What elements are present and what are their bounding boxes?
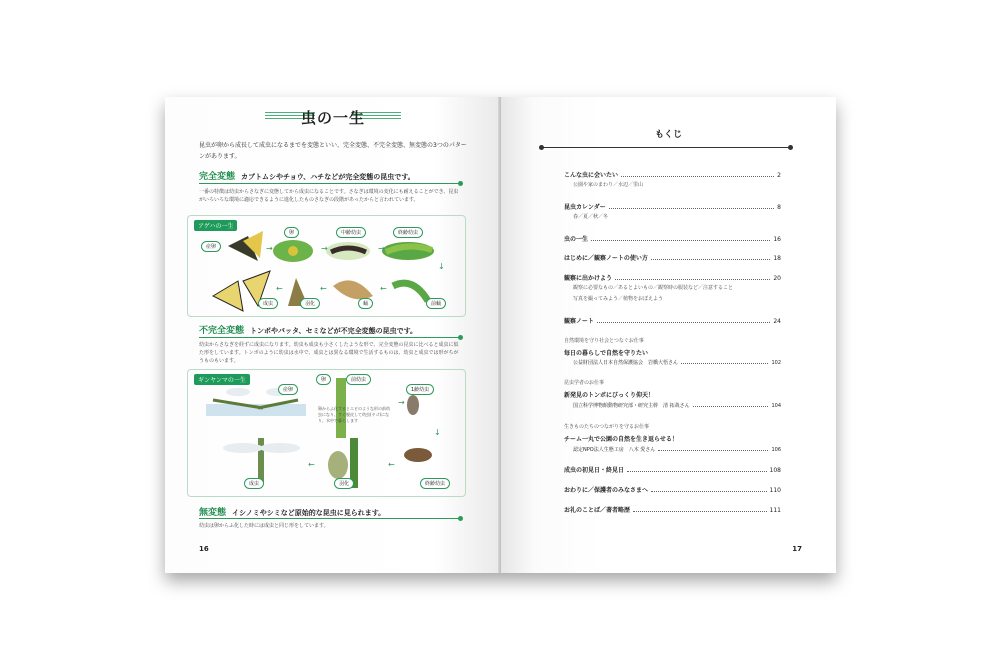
toc-kicker: 自然環境を守り社会とつなぐお仕事: [564, 338, 644, 344]
stage-label: 前蛹: [426, 298, 446, 309]
stage-label: 成虫: [244, 478, 264, 489]
toc-entry[interactable]: 成虫の初見日・終見日 108: [564, 467, 781, 474]
toc-divider: [541, 147, 791, 148]
intro-text: 昆虫が卵から成長して成虫になるまでを変態といい、完全変態、不完全変態、無変態の3つのパターンがあります。: [199, 142, 467, 160]
none-section-heading: [199, 505, 385, 518]
adult-dragonfly: [223, 438, 300, 483]
none-body: 幼虫は卵からふ化した時には成虫と同じ形をしています。: [199, 523, 329, 529]
page-number-left: 16: [199, 545, 209, 553]
stage-label: 成虫: [258, 298, 278, 309]
toc-subentry: 観察に必要なもの／あるとよいもの／観察時の服装など／注意すること: [573, 285, 734, 291]
arrow-left-icon: ←: [276, 284, 283, 293]
prelarva-note: 卵からふ化するとエビのような形の前幼虫になり、すぐ脱皮して幼虫(ヤゴ)になり、水中で暮らします: [318, 406, 390, 423]
toc-kicker: 生きものたちのつながりを守るお仕事: [564, 424, 650, 430]
toc-entry[interactable]: お礼のことば／著者略歴 111: [564, 507, 781, 514]
toc-entry[interactable]: こんな虫に会いたい 2: [564, 172, 781, 179]
stage-label: 前幼虫: [346, 374, 371, 385]
stage-label: 卵: [316, 374, 331, 385]
arrow-left-icon: ←: [320, 284, 327, 293]
none-heading-text: イシノミやシミなど原始的な昆虫に見られます。: [232, 509, 386, 517]
arrow-left-icon: ←: [380, 284, 387, 293]
toc-entry[interactable]: おわりに／保護者のみなさまへ 110: [564, 487, 781, 494]
toc-entry[interactable]: 虫の一生 16: [564, 236, 781, 243]
pupa: [333, 280, 373, 299]
arrow-right-icon: →: [378, 244, 385, 253]
toc-entry-author: 国立科学博物館動物研究部・研究主幹 清 拓哉さん 104: [573, 403, 781, 409]
complete-tag: 完全変態: [199, 172, 236, 182]
incomplete-tag: 不完全変態: [199, 326, 245, 336]
section-divider: [199, 518, 461, 519]
toc-entry-author: 認定NPO法人生態工房 八木 愛さん 106: [573, 447, 781, 453]
incomplete-body: 幼虫からさなぎを経ずに成虫になります。幼虫も成虫も小さくしたような形で、完全変態の昆虫に比べると成虫に似た形をしています。トンボのように幼虫は水中で、成虫とは異なる環境で生活するものは、幼虫と成虫では形がちがうものもいます。: [199, 342, 459, 364]
page-number-right: 17: [792, 545, 802, 553]
final-instar-larva: [404, 448, 432, 462]
arrow-left-icon: ←: [388, 460, 395, 469]
final-larva: [382, 242, 434, 260]
stage-label: 終齢幼虫: [393, 227, 423, 238]
toc-subentry: 写真を撮ってみよう／植物をおぼえよう: [573, 296, 664, 302]
first-instar-larva: [407, 395, 419, 415]
arrow-down-icon: ↓: [434, 428, 441, 437]
toc-entry[interactable]: 観察に出かけよう 20: [564, 275, 781, 282]
stage-label: 羽化: [300, 298, 320, 309]
toc-subentry: 公園や家のまわり／水辺／里山: [573, 182, 644, 188]
middle-larva: [326, 242, 370, 260]
toc-title: もくじ: [654, 130, 682, 140]
swallowtail-panel: [187, 215, 466, 317]
stage-label: 産卵: [201, 241, 221, 252]
right-page: [501, 97, 836, 573]
stage-label: 産卵: [278, 384, 298, 395]
leaf-with-egg: [273, 240, 313, 262]
toc-subentry: 春／夏／秋／冬: [573, 214, 609, 220]
toc-kicker: 昆虫学者のお仕事: [564, 380, 605, 386]
swallowtail-illustrations: [188, 216, 465, 316]
arrow-right-icon: →: [266, 244, 273, 253]
toc-entry-author: 公益財団法人日本自然保護協会 岩橋大悟さん 102: [573, 360, 781, 366]
stage-label: 蛹: [358, 298, 373, 309]
toc-entry[interactable]: 昆虫カレンダー 8: [564, 204, 781, 211]
toc-entry[interactable]: 観察ノート 24: [564, 318, 781, 325]
section-divider: [199, 337, 461, 338]
toc-entry[interactable]: はじめに／観察ノートの使い方 18: [564, 255, 781, 262]
section-divider: [199, 183, 461, 184]
stage-label: 中齢幼虫: [336, 227, 366, 238]
swallowtail-egg-laying-figure: [228, 231, 263, 261]
swallowtail-panel-label: アゲハの一生: [194, 220, 237, 231]
arrow-right-icon: →: [398, 398, 405, 407]
stage-label: 羽化: [334, 478, 354, 489]
complete-section-heading: [199, 169, 415, 182]
arrow-left-icon: ←: [308, 460, 315, 469]
dragonfly-panel: [187, 369, 466, 497]
incomplete-heading-text: トンボやバッタ、セミなどが不完全変態の昆虫です。: [250, 327, 418, 335]
toc-entry[interactable]: 新発見のトンボにびっくり仰天！: [564, 392, 655, 399]
stage-label: 1齢幼虫: [406, 384, 434, 395]
stage-label: 終齢幼虫: [420, 478, 450, 489]
page-title: 虫の一生: [300, 109, 365, 127]
left-page: [165, 97, 501, 573]
prepupa: [393, 283, 428, 301]
open-book: [165, 97, 836, 573]
arrow-down-icon: ↓: [438, 262, 445, 271]
complete-heading-text: カブトムシやチョウ、ハチなどが完全変態の昆虫です。: [241, 173, 415, 181]
complete-body: 一番の特徴は幼虫からさなぎに変態してから成虫になることです。さなぎは環境の変化にも耐えることができ、昆虫がいろいろな環境に適応できるように進化したものさなぎの段階があったからと言われています。: [199, 189, 459, 203]
toc-entry[interactable]: チーム一丸で公園の自然を生き返らせる！: [564, 436, 678, 443]
none-tag: 無変態: [199, 508, 227, 518]
dragonfly-panel-label: ギンヤンマの一生: [194, 374, 250, 385]
incomplete-section-heading: [199, 323, 417, 336]
stage-label: 卵: [284, 227, 299, 238]
arrow-right-icon: →: [321, 244, 328, 253]
toc-entry[interactable]: 毎日の暮らしで自然を守りたい: [564, 350, 649, 357]
